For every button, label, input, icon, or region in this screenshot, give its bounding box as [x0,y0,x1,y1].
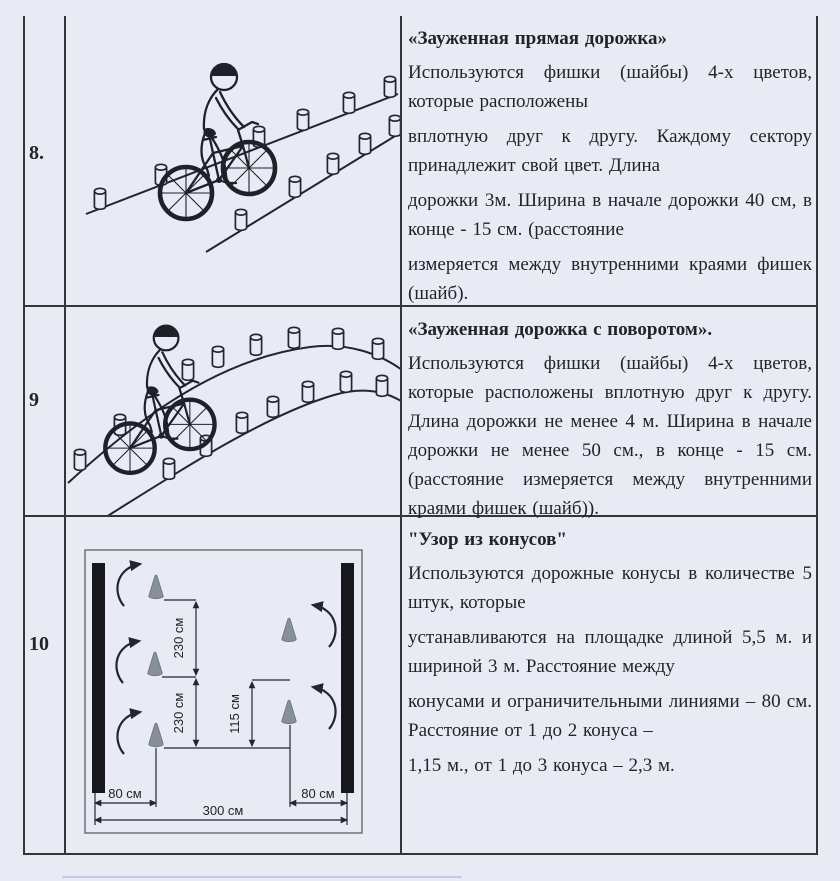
description-paragraph: 1,15 м., от 1 до 3 конуса – 2,3 м. [408,755,675,776]
exercise-title: "Узор из конусов" [408,529,567,550]
description-paragraph: Используются дорожные конусы в количестве 5 штук, которые [408,563,812,613]
description-cell [400,307,818,519]
description-cell [400,16,818,305]
row-number-cell [23,517,64,853]
description-cell [400,517,818,853]
illustration-cell [64,16,400,305]
description-paragraph: Используются фишки (шайбы) 4-х цветов, которые расположены вплотную друг к другу. Длина дорожки не менее 4 м. Ширина в начале дорожки не менее 50 см., в конце - 15 см. (расстояние измеряется между внутренними краями фишек (шайб)). [408,353,812,519]
dim-label-115: 115 см [227,694,242,734]
dim-label-80-right: 80 см [301,786,335,801]
dimension-labels [108,618,335,818]
table-row-10 [23,517,818,855]
row-number: 8. [29,142,44,164]
cyclist-figure [160,64,275,219]
track-pucks [94,76,400,230]
row-number-cell [23,307,64,515]
row-number: 10 [29,633,49,655]
description-paragraph: вплотную друг к другу. Каждому сектору принадлежит свой цвет. Длина [408,126,812,176]
dim-label-80-left: 80 см [108,786,142,801]
row-number-cell [23,16,64,305]
cyclist-curved-track-illustration [66,307,400,515]
row-number: 9 [29,389,39,411]
description-paragraph: Используются фишки (шайбы) 4-х цветов, которые расположены [408,62,812,112]
scan-artifact-line [62,876,462,878]
cyclist-figure [105,326,214,473]
illustration-cell [64,307,400,515]
description-paragraph: устанавливаются на площадке длиной 5,5 м. и шириной 3 м. Расстояние между [408,627,812,677]
dim-label-230-bottom: 230 см [171,692,186,734]
description-paragraph: конусами и ограничительными линиями – 80 см. Расстояние от 1 до 2 конуса – [408,691,812,741]
boundary-bars [92,563,354,793]
dim-label-300: 300 см [202,803,244,818]
cone-pattern-diagram [66,517,400,853]
table-row-9 [23,307,818,517]
turn-arrows [116,564,335,754]
exercises-table [23,16,818,855]
description-paragraph: дорожки 3м. Ширина в начале дорожки 40 см, в конце - 15 см. (расстояние [408,190,812,240]
cyclist-straight-narrowing-track-illustration [66,16,400,305]
table-row-8 [23,16,818,307]
exercise-title: «Зауженная дорожка с поворотом». [408,319,713,340]
traffic-cones [148,575,297,746]
description-paragraph: измеряется между внутренними краями фишек (шайб). [408,254,812,304]
exercise-title: «Зауженная прямая дорожка» [408,28,667,49]
dim-label-230-top: 230 см [171,617,186,659]
illustration-cell [64,517,400,853]
